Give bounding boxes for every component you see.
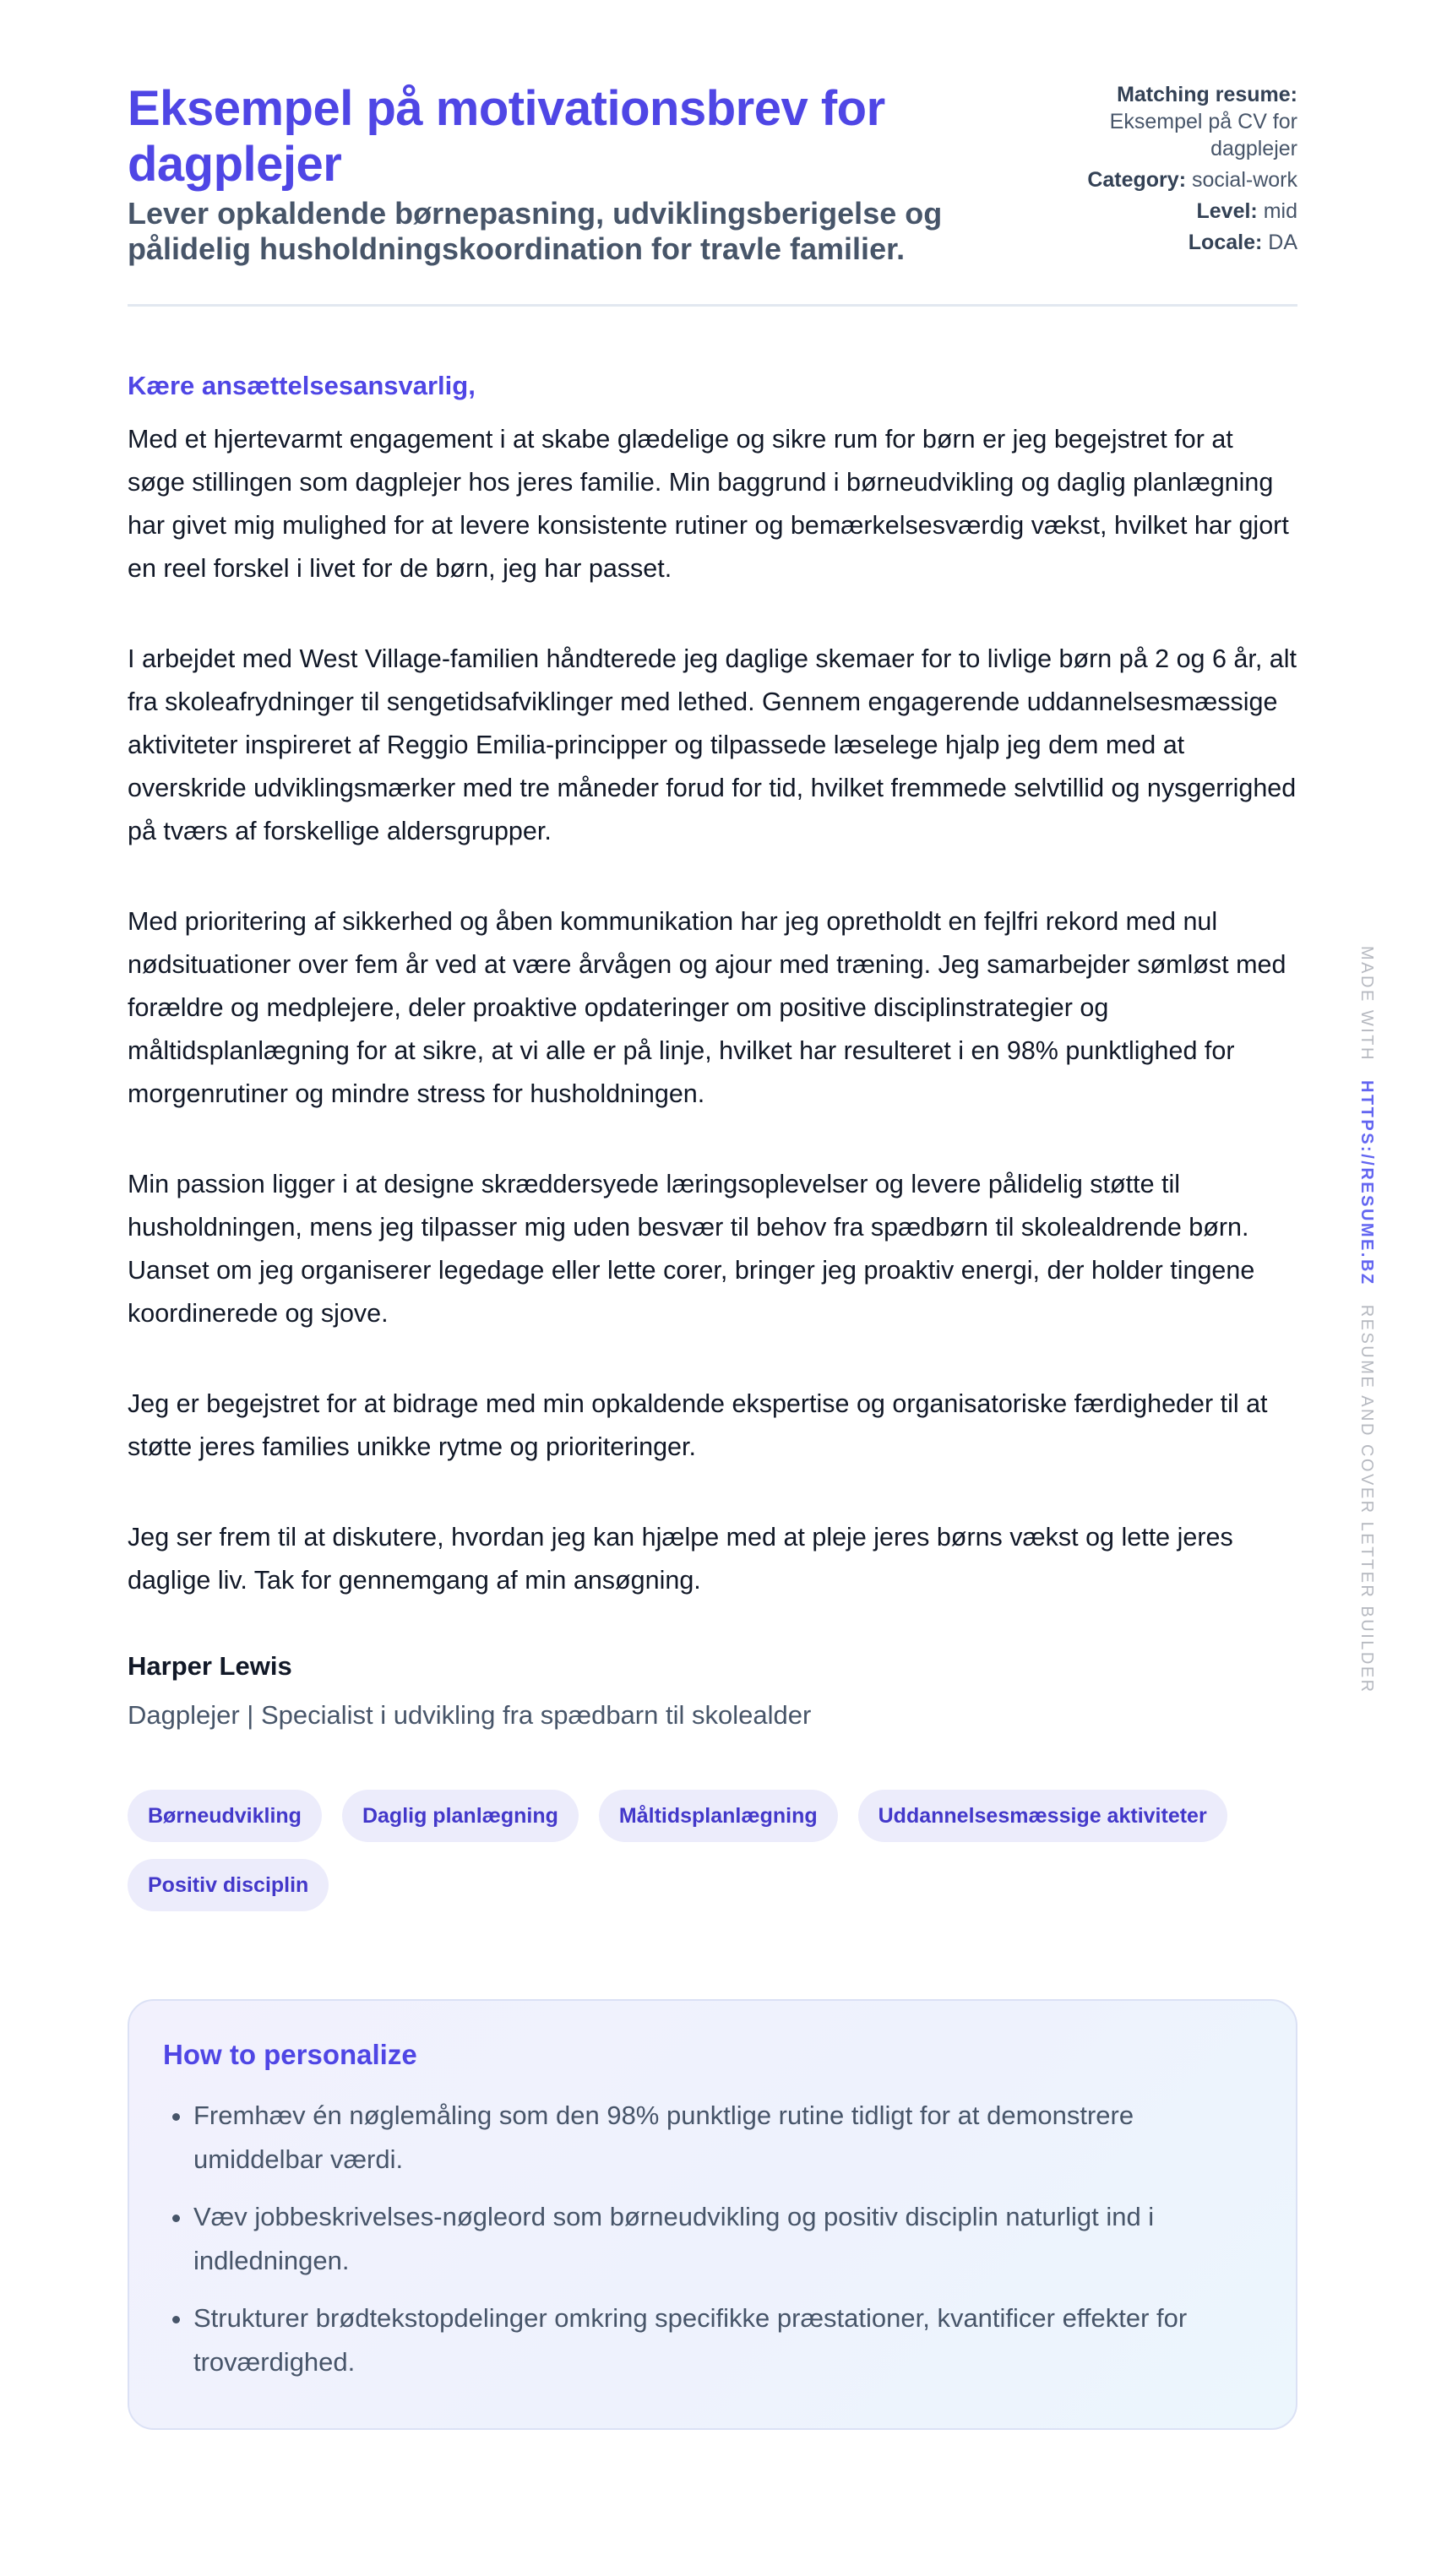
salutation: Kære ansættelsesansvarlig, (128, 371, 476, 400)
letter-paragraph: I arbejdet med West Village-familien håndterede jeg daglige skemaer for to livlige børn på 2 og 6 år, alt fra skoleafrydninger til sengetidsafviklinger med lethed. Gennem engagerende uddannelsesmæssige aktiviteter inspireret af Reggio Emilia-principper og tilpassede læselege hjalp jeg dem med at overskride udviklingsmærker med tre måneder forud for tid, hvilket fremmede selvtillid og nysgerrighed på tværs af forskellige aldersgrupper. (128, 644, 1297, 845)
signature-name: Harper Lewis (128, 1651, 292, 1681)
tip-item: • Strukturer brødtekstopdelinger omkring specifikke præstationer, kvantificer effekter for troværdighed. (193, 2296, 1262, 2384)
banner-prefix: MADE WITH (1357, 946, 1376, 1062)
skill-tag: Daglig planlægning (342, 1790, 579, 1842)
meta-label: Level: (1196, 199, 1258, 223)
letter-body (128, 418, 1297, 1602)
letter-paragraph: Min passion ligger i at designe skræddersyede læringsoplevelser og levere pålidelig støtte til husholdningen, mens jeg tilpasser mig uden besvær til behov fra spædbørn til skolealdrende børn. Uanset om jeg organiserer legedage eller lette corer, bringer jeg proaktiv energi, der holder tingene koordinerede og sjove. (128, 1170, 1255, 1328)
letter-paragraph: Med et hjertevarmt engagement i at skabe glædelige og sikre rum for børn er jeg begejstret for at søge stillingen som dagplejer hos jeres familie. Min baggrund i børneudvikling og daglig planlægning har givet mig mulighed for at levere konsistente rutiner og bemærkelsesværdig vækst, hvilket har gjort en reel forskel i livet for de børn, jeg har passet. (128, 425, 1289, 583)
page-title: Eksempel på motivationsbrev for dagplejer (128, 81, 885, 192)
signature-title: Dagplejer | Specialist i udvikling fra spædbarn til skolealder (128, 1700, 812, 1730)
letter-paragraph: Jeg er begejstret for at bidrage med min opkaldende ekspertise og organisatoriske færdigheder til at støtte jeres families unikke rytme og prioriteringer. (128, 1389, 1268, 1461)
meta-label: Locale: (1188, 231, 1263, 254)
skill-tag: Uddannelsesmæssige aktiviteter (858, 1790, 1227, 1842)
meta-matching-resume (1069, 81, 1297, 162)
tip-item: • Væv jobbeskrivelses-nøgleord som børneudvikling og positiv disciplin naturligt ind i indledningen. (193, 2195, 1262, 2283)
page-subtitle: Lever opkaldende børnepasning, udviklingsberigelse og pålidelig husholdningskoordination for travle familier. (128, 196, 943, 266)
meta-locale (1069, 229, 1297, 256)
skill-tag: Børneudvikling (128, 1790, 322, 1842)
tips-heading: How to personalize (163, 2039, 417, 2070)
letter-paragraph: Jeg ser frem til at diskutere, hvordan jeg kan hjælpe med at pleje jeres børns vækst og lette jeres daglige liv. Tak for gennemgang af min ansøgning. (128, 1523, 1233, 1595)
skill-tag: Måltidsplanlægning (599, 1790, 838, 1842)
made-with-banner (1357, 946, 1376, 1694)
skill-tags (128, 1790, 1297, 1911)
meta-label: Matching resume: (1117, 83, 1297, 106)
tip-item: • Fremhæv én nøglemåling som den 98% punktlige rutine tidligt for at demonstrere umiddelbar værdi. (193, 2094, 1262, 2182)
meta-category (1069, 166, 1297, 193)
skill-tag: Positiv disciplin (128, 1859, 329, 1911)
letter-paragraph: Med prioritering af sikkerhed og åben kommunikation har jeg opretholdt en fejlfri rekord med nul nødsituationer over fem år ved at være årvågen og ajour med træning. Jeg samarbejder sømløst med forældre og medplejere, deler proaktive opdateringer om positive disciplinstrategier og måltidsplanlægning for at sikre, at vi alle er på linje, hvilket har resulteret i en 98% punktlighed for morgenrutiner og mindre stress for husholdningen. (128, 907, 1286, 1108)
meta-value: DA (1268, 231, 1297, 254)
meta-label: Category: (1087, 168, 1187, 192)
meta-value: social-work (1191, 168, 1297, 192)
meta-value: mid (1263, 199, 1297, 223)
cover-letter-page (128, 0, 1297, 2430)
title-block (128, 81, 1048, 267)
resume-bz-link[interactable]: HTTPS://RESUME.BZ (1357, 1080, 1376, 1286)
page-header (128, 0, 1297, 307)
banner-suffix: RESUME AND COVER LETTER BUILDER (1357, 1304, 1376, 1694)
matching-resume-link[interactable]: Eksempel på CV for dagplejer (1109, 110, 1297, 160)
meta-level (1069, 198, 1297, 225)
personalize-tips-box (128, 1999, 1297, 2430)
tips-list (163, 2094, 1262, 2384)
meta-info (1069, 81, 1297, 260)
